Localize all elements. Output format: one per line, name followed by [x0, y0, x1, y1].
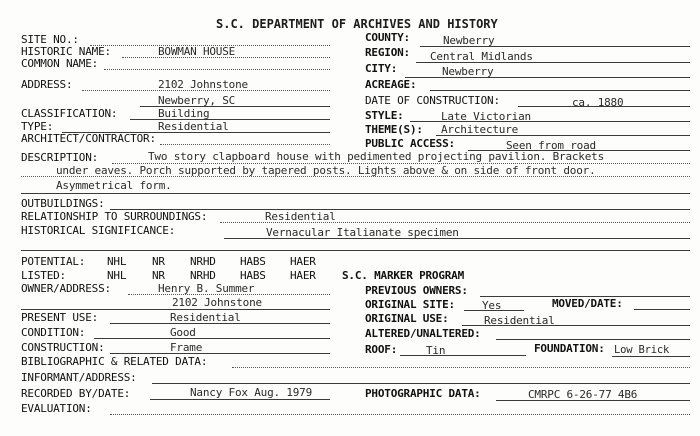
roof-value: Tin [426, 344, 446, 357]
county-label: COUNTY: [365, 31, 410, 44]
acreage-line [430, 90, 690, 91]
outbuildings-label: OUTBUILDINGS: [21, 197, 105, 210]
style-label: STYLE: [365, 109, 404, 122]
architect-label: ARCHITECT/CONTRACTOR: [21, 132, 156, 145]
historic-name-label: HISTORIC NAME: [21, 45, 111, 58]
county-value: Newberry [443, 34, 495, 47]
recorded-by-value: Nancy Fox Aug. 1979 [190, 386, 313, 399]
potential-habs: HABS [240, 255, 266, 268]
classification-value: Building [158, 107, 210, 120]
type-label: TYPE: [21, 120, 54, 133]
informant-line [152, 383, 690, 384]
potential-nr: NR [152, 255, 165, 268]
owner-line2-rule [21, 309, 330, 310]
owner-line1-rule [128, 294, 330, 295]
altered-line [496, 339, 690, 340]
style-line [410, 121, 690, 122]
photographic-label: PHOTOGRAPHIC DATA: [365, 387, 481, 400]
address-line2-value: Newberry, SC [158, 94, 236, 107]
bibliographic-label: BIBLIOGRAPHIC & RELATED DATA: [21, 355, 208, 368]
address-label: ADDRESS: [21, 78, 73, 91]
city-value: Newberry [442, 65, 494, 78]
original-use-label: ORIGINAL USE: [365, 312, 449, 325]
foundation-value: Low Brick [614, 344, 670, 356]
description-line1: Two story clapboard house with pedimented projecting pavilion. Brackets [148, 150, 605, 163]
original-site-line [464, 310, 524, 311]
region-value: Central Midlands [430, 50, 533, 63]
evaluation-line [110, 414, 690, 415]
region-line [416, 62, 690, 63]
city-line [405, 77, 690, 78]
original-use-value: Residential [484, 314, 555, 327]
original-use-line [462, 325, 690, 326]
potential-label: POTENTIAL: [21, 255, 86, 268]
public-access-value: Seen from road [506, 139, 596, 152]
altered-label: ALTERED/UNALTERED: [365, 327, 481, 340]
potential-haer: HAER [290, 255, 316, 268]
address-line1-line [82, 90, 330, 91]
theme-line [436, 135, 690, 136]
section-divider [21, 250, 690, 251]
marker-program-heading: S.C. MARKER PROGRAM [342, 269, 465, 282]
construction-label: CONSTRUCTION: [21, 341, 105, 354]
bibliographic-line [232, 367, 690, 368]
listed-nrhd: NRHD [190, 269, 216, 282]
condition-label: CONDITION: [21, 326, 86, 339]
description-rule3 [21, 193, 690, 194]
date-of-construction-label: DATE OF CONSTRUCTION: [365, 94, 500, 107]
public-access-label: PUBLIC ACCESS: [365, 137, 455, 150]
relationship-label: RELATIONSHIP TO SURROUNDINGS: [21, 210, 208, 223]
description-rule2 [21, 176, 690, 177]
owner-line1-value: Henry B. Summer [158, 282, 255, 295]
date-of-construction-value: ca. 1880 [572, 96, 624, 109]
description-line3: Asymmetrical form. [56, 179, 172, 192]
listed-label: LISTED: [21, 269, 66, 282]
potential-nrhd: NRHD [190, 255, 216, 268]
form-title: S.C. DEPARTMENT OF ARCHIVES AND HISTORY [216, 17, 498, 31]
original-site-value: Yes [482, 299, 502, 312]
address-line1-value: 2102 Johnstone [158, 78, 248, 91]
potential-nhl: NHL [107, 255, 127, 268]
significance-label: HISTORICAL SIGNIFICANCE: [21, 224, 176, 237]
owner-label: OWNER/ADDRESS: [21, 282, 111, 295]
acreage-label: ACREAGE: [365, 78, 417, 91]
foundation-line [612, 356, 690, 357]
historic-name-value: BOWMAN HOUSE [158, 45, 236, 58]
present-use-line [110, 323, 330, 324]
photographic-line [496, 400, 690, 401]
original-site-label: ORIGINAL SITE: [365, 298, 455, 311]
informant-label: INFORMANT/ADDRESS: [21, 371, 137, 384]
relationship-value: Residential [265, 210, 336, 223]
significance-line [224, 238, 690, 239]
condition-value: Good [170, 326, 196, 339]
county-line [420, 46, 690, 47]
listed-nhl: NHL [107, 269, 127, 282]
present-use-value: Residential [170, 311, 241, 324]
photographic-value: CMRPC 6-26-77 4B6 [528, 388, 638, 401]
recorded-by-line [150, 399, 330, 400]
style-value: Late Victorian [441, 110, 531, 123]
region-label: REGION: [365, 46, 410, 59]
listed-habs: HABS [240, 269, 266, 282]
construction-value: Frame [170, 341, 203, 354]
moved-date-line [634, 309, 690, 310]
condition-line [94, 338, 330, 339]
listed-haer: HAER [290, 269, 316, 282]
classification-label: CLASSIFICATION: [21, 107, 118, 120]
previous-owners-label: PREVIOUS OWNERS: [365, 284, 468, 297]
site-no-label: SITE NO.: [21, 33, 79, 46]
listed-nr: NR [152, 269, 165, 282]
theme-label: THEME(S): [365, 123, 423, 136]
relationship-line [220, 222, 690, 223]
present-use-label: PRESENT USE: [21, 311, 99, 324]
common-name-line [104, 69, 330, 70]
common-name-label: COMMON NAME: [21, 57, 99, 70]
date-of-construction-line [518, 106, 690, 107]
construction-line [110, 353, 330, 354]
evaluation-label: EVALUATION: [21, 402, 92, 415]
roof-label: ROOF: [365, 343, 398, 356]
description-label: DESCRIPTION: [21, 151, 99, 164]
description-line2: under eaves. Porch supported by tapered posts. Lights above & on side of front door. [56, 164, 596, 177]
roof-line [400, 355, 526, 356]
foundation-label: FOUNDATION: [534, 342, 605, 355]
moved-date-label: MOVED/DATE: [552, 297, 623, 310]
architect-line [160, 144, 330, 145]
recorded-by-label: RECORDED BY/DATE: [21, 387, 131, 400]
significance-value: Vernacular Italianate specimen [266, 226, 459, 239]
city-label: CITY: [365, 62, 398, 75]
historic-name-line [122, 57, 330, 58]
owner-line2-value: 2102 Johnstone [172, 296, 262, 309]
type-value: Residential [158, 120, 229, 133]
theme-value: Architecture [441, 123, 519, 136]
